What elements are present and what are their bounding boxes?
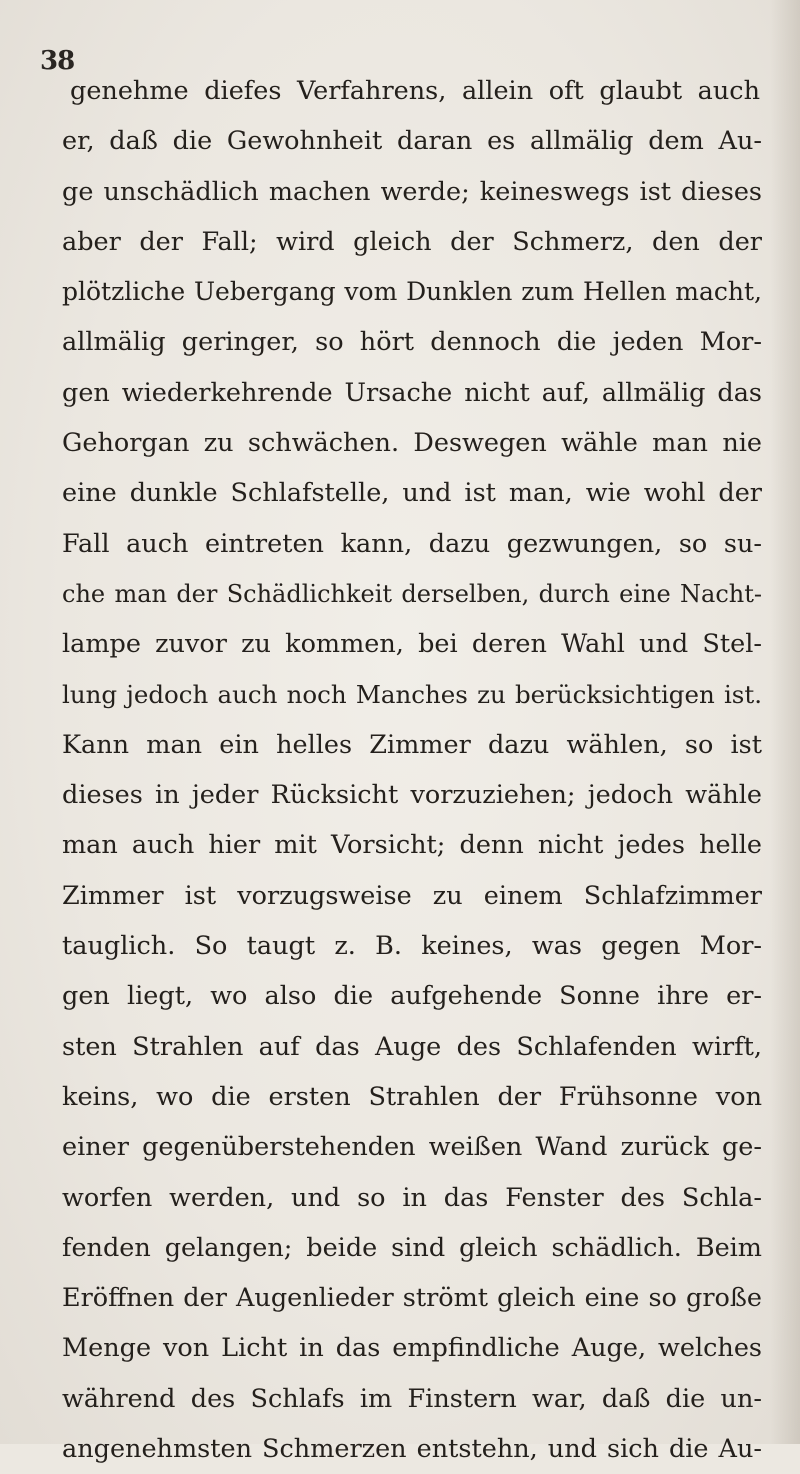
page-number: 38 [40,46,75,76]
text-line: Zimmer ist vorzugsweise zu einem Schlafzimmer [62,880,762,911]
text-line: Kann man ein helles Zimmer dazu wählen, so ist [62,729,762,760]
text-line: lung jedoch auch noch Manches zu berücksichtigen ist. [62,679,762,709]
text-line: tauglich. So taugt z. B. keines, was gegen Mor- [62,931,762,962]
text-line: aber der Fall; wird gleich der Schmerz, den der [62,226,762,257]
text-line: Menge von Licht in das empfindliche Auge, welches [62,1333,762,1364]
text-line: einer gegenüberstehenden weißen Wand zurück ge- [62,1132,762,1163]
text-line: Eröffnen der Augenlieder strömt gleich eine so große [62,1283,762,1314]
text-line: gen liegt, wo also die aufgehende Sonne ihre er- [62,981,762,1012]
page-edge-shadow [770,0,800,1444]
text-line: plötzliche Uebergang vom Dunklen zum Hellen macht, [62,277,762,307]
text-line: dieses in jeder Rücksicht vorzuziehen; jedoch wähle [62,780,762,811]
text-line: genehme diefes Verfahrens, allein oft glaubt auch [70,76,760,106]
text-line: keins, wo die ersten Strahlen der Frühsonne von [62,1081,762,1112]
text-line: Fall auch eintreten kann, dazu gezwungen, so su- [62,528,762,559]
text-line: che man der Schädlichkeit derselben, durch eine Nacht- [62,579,762,608]
text-line: während des Schlafs im Finstern war, daß die un- [62,1383,762,1414]
text-line: worfen werden, und so in das Fenster des Schla- [62,1182,762,1213]
text-line: sten Strahlen auf das Auge des Schlafenden wirft, [62,1031,762,1062]
text-line: ge unschädlich machen werde; keineswegs ist dieses [62,176,762,207]
text-line: gen wiederkehrende Ursache nicht auf, allmälig das [62,377,762,408]
text-line: er, daß die Gewohnheit daran es allmälig dem Au- [62,126,762,157]
text-line: allmälig geringer, so hört dennoch die jeden Mor- [62,327,762,358]
page-text [60,66,760,1474]
text-line: Gehorgan zu schwächen. Deswegen wähle man nie [62,428,762,459]
text-line: angenehmsten Schmerzen entstehn, und sich die Au- [62,1434,762,1465]
text-line: eine dunkle Schlafstelle, und ist man, wie wohl der [62,478,762,509]
text-line: fenden gelangen; beide sind gleich schädlich. Beim [62,1232,762,1263]
text-line: man auch hier mit Vorsicht; denn nicht jedes helle [62,830,762,861]
text-line: lampe zuvor zu kommen, bei deren Wahl und Stel- [62,629,762,660]
